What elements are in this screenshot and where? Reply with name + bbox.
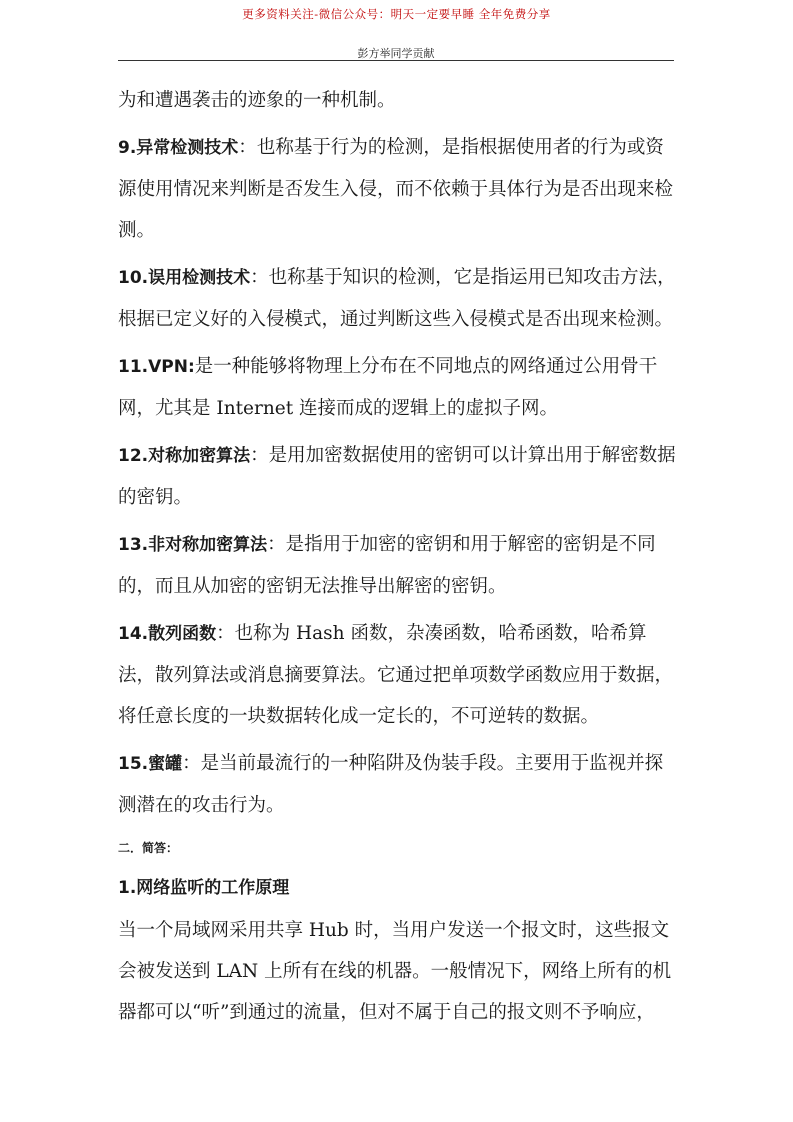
lead-paragraph: 为和遭遇袭击的迹象的一种机制。	[118, 90, 396, 111]
top-banner: 更多资料关注-微信公众号：明天一定要早睡 全年免费分享	[242, 7, 551, 21]
definition-term: 14.散列函数	[118, 624, 217, 644]
page-header: 彭方举同学贡献	[357, 47, 435, 60]
definition-item	[118, 743, 678, 826]
definition-term: 10.误用检测技术	[118, 268, 251, 288]
header-divider	[118, 60, 674, 61]
term-separator: ：	[216, 623, 235, 644]
definition-term: 15.蜜罐	[118, 754, 183, 774]
term-separator: ：	[182, 753, 201, 774]
definition-item	[118, 524, 678, 607]
document-body	[118, 80, 678, 1033]
definition-text: 是指用于加密的密钥和用于解密的密钥是不同的，而且从加密的密钥无法推导出解密的密钥。	[118, 534, 656, 597]
definition-text: 是当前最流行的一种陷阱及伪装手段。主要用于监视并探测潜在的攻击行为。	[118, 753, 664, 816]
term-separator: ：	[250, 267, 269, 288]
definition-term: 11.VPN:	[118, 357, 195, 377]
definition-item	[118, 127, 678, 251]
definition-text: 也称基于行为的检测，是指根据使用者的行为或资源使用情况来判断是否发生入侵，而不依赖于具体行为是否出现来检测。	[118, 137, 674, 241]
definition-item	[118, 435, 678, 518]
definition-text: 也称为 Hash 函数，杂凑函数，哈希函数，哈希算法，散列算法或消息摘要算法。它通过把单项数学函数应用于数据，将任意长度的一块数据转化成一定长的，不可逆转的数据。	[118, 623, 674, 727]
definition-item	[118, 613, 678, 737]
definition-term: 9.异常检测技术	[118, 138, 239, 158]
definition-term: 13.非对称加密算法	[118, 535, 268, 555]
question-heading: 1.网络监听的工作原理	[118, 878, 290, 898]
definition-text: 是用加密数据使用的密钥可以计算出用于解密数据的密钥。	[118, 445, 676, 508]
definition-text: 是一种能够将物理上分布在不同地点的网络通过公用骨干网，尤其是 Internet 连接而成的逻辑上的虚拟子网。	[118, 356, 658, 419]
term-separator: ：	[238, 137, 257, 158]
term-separator: ：	[250, 445, 269, 466]
definition-text: 也称基于知识的检测，它是指运用已知攻击方法，根据已定义好的入侵模式，通过判断这些入侵模式是否出现来检测。	[118, 267, 676, 330]
answer-paragraph: 当一个局域网采用共享 Hub 时，当用户发送一个报文时，这些报文会被发送到 LAN 上所有在线的机器。一般情况下，网络上所有的机器都可以“听”到通过的流量，但对不属于自己的报文则不予响应，	[118, 920, 672, 1023]
definition-item	[118, 346, 678, 429]
term-separator: ：	[267, 534, 286, 555]
definition-item	[118, 257, 678, 340]
section-heading: 二．简答：	[118, 841, 179, 855]
definition-term: 12.对称加密算法	[118, 446, 251, 466]
